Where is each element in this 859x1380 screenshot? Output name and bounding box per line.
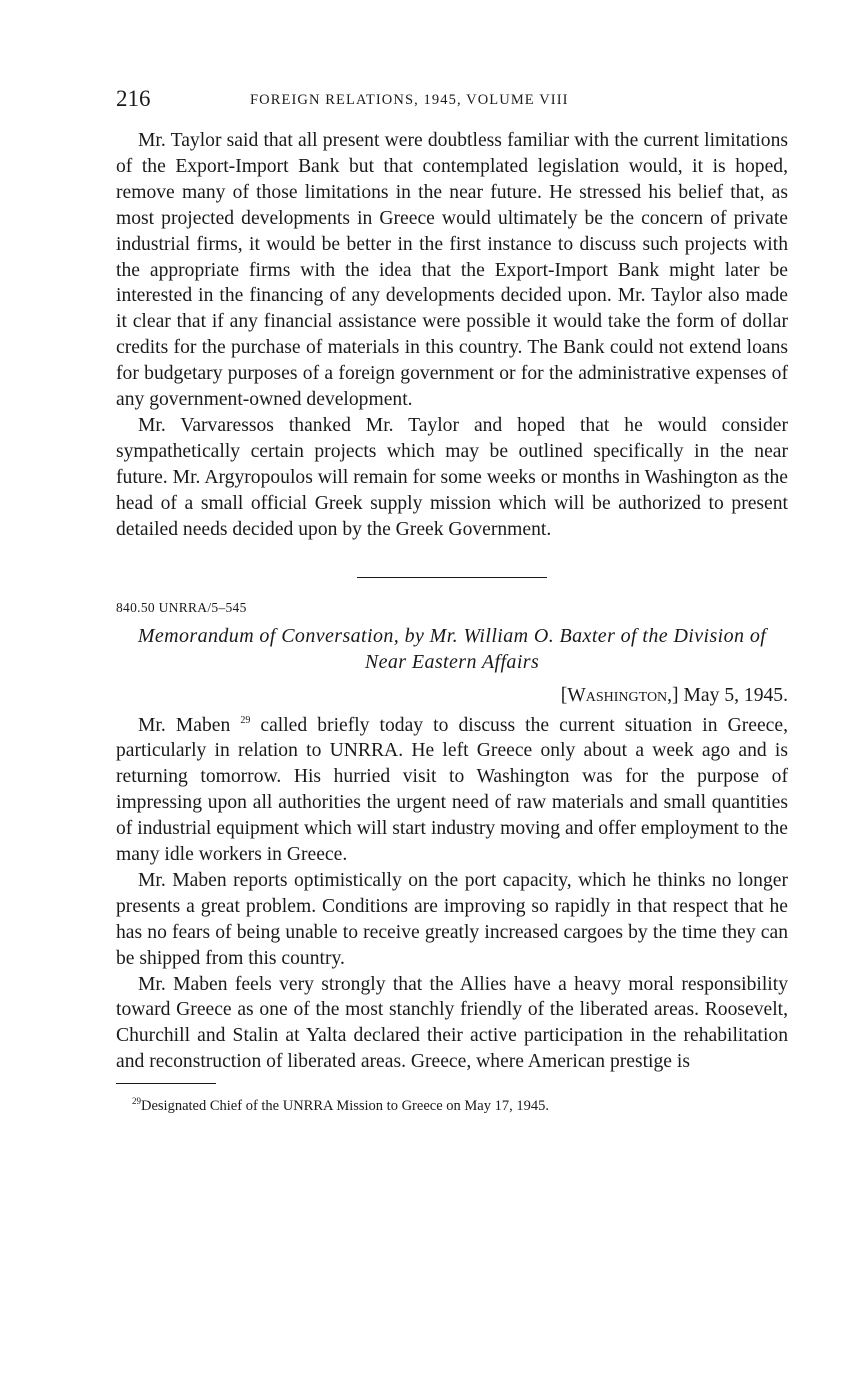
paragraph-taylor: Mr. Taylor said that all present were doubtless familiar with the current limitations of the Export-Import Bank but that contemplated legislation would, it is hoped, remove many of those limitations in the near future. He stressed his belief that, as most projected developments in Greece would ultimately be the concern of private industrial firms, it would be better in the first instance to discuss such projects with the appropriate firms with the idea that the Export-Import Bank might later be interested in the financing of any developments decided upon. Mr. Taylor also made it clear that if any financial assistance were possible it would take the form of dollar credits for the purchase of materials in this country. The Bank could not extend loans for budgetary purposes of a foreign government or for the administrative expenses of any government-owned development. xyxy=(116,130,788,411)
footnote-reference: 29 xyxy=(240,714,251,726)
dateline xyxy=(116,685,788,707)
section-divider xyxy=(357,577,547,578)
footnote-marker: 29 xyxy=(132,1096,141,1107)
file-reference: 840.50 UNRRA/5–545 xyxy=(116,599,247,615)
paragraph-maben-visit xyxy=(116,713,788,868)
paragraph-moral-responsibility: Mr. Maben feels very strongly that the Allies have a heavy moral responsibility toward Greece as one of the most stanchly friendly of the liberated areas. Roosevelt, Churchill and Stalin at Yalta declared their active participation in the rehabilitation and reconstruction of liberated areas. Greece, where American prestige is xyxy=(116,973,788,1073)
maben-name: Mr. Maben xyxy=(138,714,231,736)
dateline-date: May 5, 1945. xyxy=(683,684,788,706)
dateline-place: [Washington,] xyxy=(560,684,679,706)
footnote-rule xyxy=(116,1083,216,1084)
running-header xyxy=(116,86,788,116)
document-page xyxy=(116,86,788,1116)
footnote xyxy=(116,1096,788,1116)
paragraph-port-capacity: Mr. Maben reports optimistically on the port capacity, which he thinks no longer presents a great problem. Conditions are improving so rapidly in that respect that he has no fears of being unable to receive greatly increased cargoes by the time they can be shipped from this country. xyxy=(116,869,788,969)
page-number: 216 xyxy=(116,86,151,111)
maben-visit-text: called briefly today to discuss the current situation in Greece, particularly in relation to UNRRA. He left Greece only about a week ago and is returning tomorrow. His hurried visit to Washington was for the purpose of impressing upon all authorities the urgent need of raw materials and small quantities of industrial equipment which will start industry moving and offer employment to the many idle workers in Greece. xyxy=(116,714,788,866)
header-title: FOREIGN RELATIONS, 1945, VOLUME VIII xyxy=(250,92,569,108)
footnote-text: Designated Chief of the UNRRA Mission to Greece on May 17, 1945. xyxy=(141,1098,549,1115)
memo-title: Memorandum of Conversation, by Mr. William O. Baxter of the Division of Near Eastern Affairs xyxy=(137,624,767,673)
paragraph-varvaressos: Mr. Varvaressos thanked Mr. Taylor and hoped that he would consider sympathetically certain projects which may be outlined specifically in the near future. Mr. Argyropoulos will remain for some weeks or months in Washington as the head of a small official Greek supply mission which will be authorized to present detailed needs decided upon by the Greek Government. xyxy=(116,414,788,540)
